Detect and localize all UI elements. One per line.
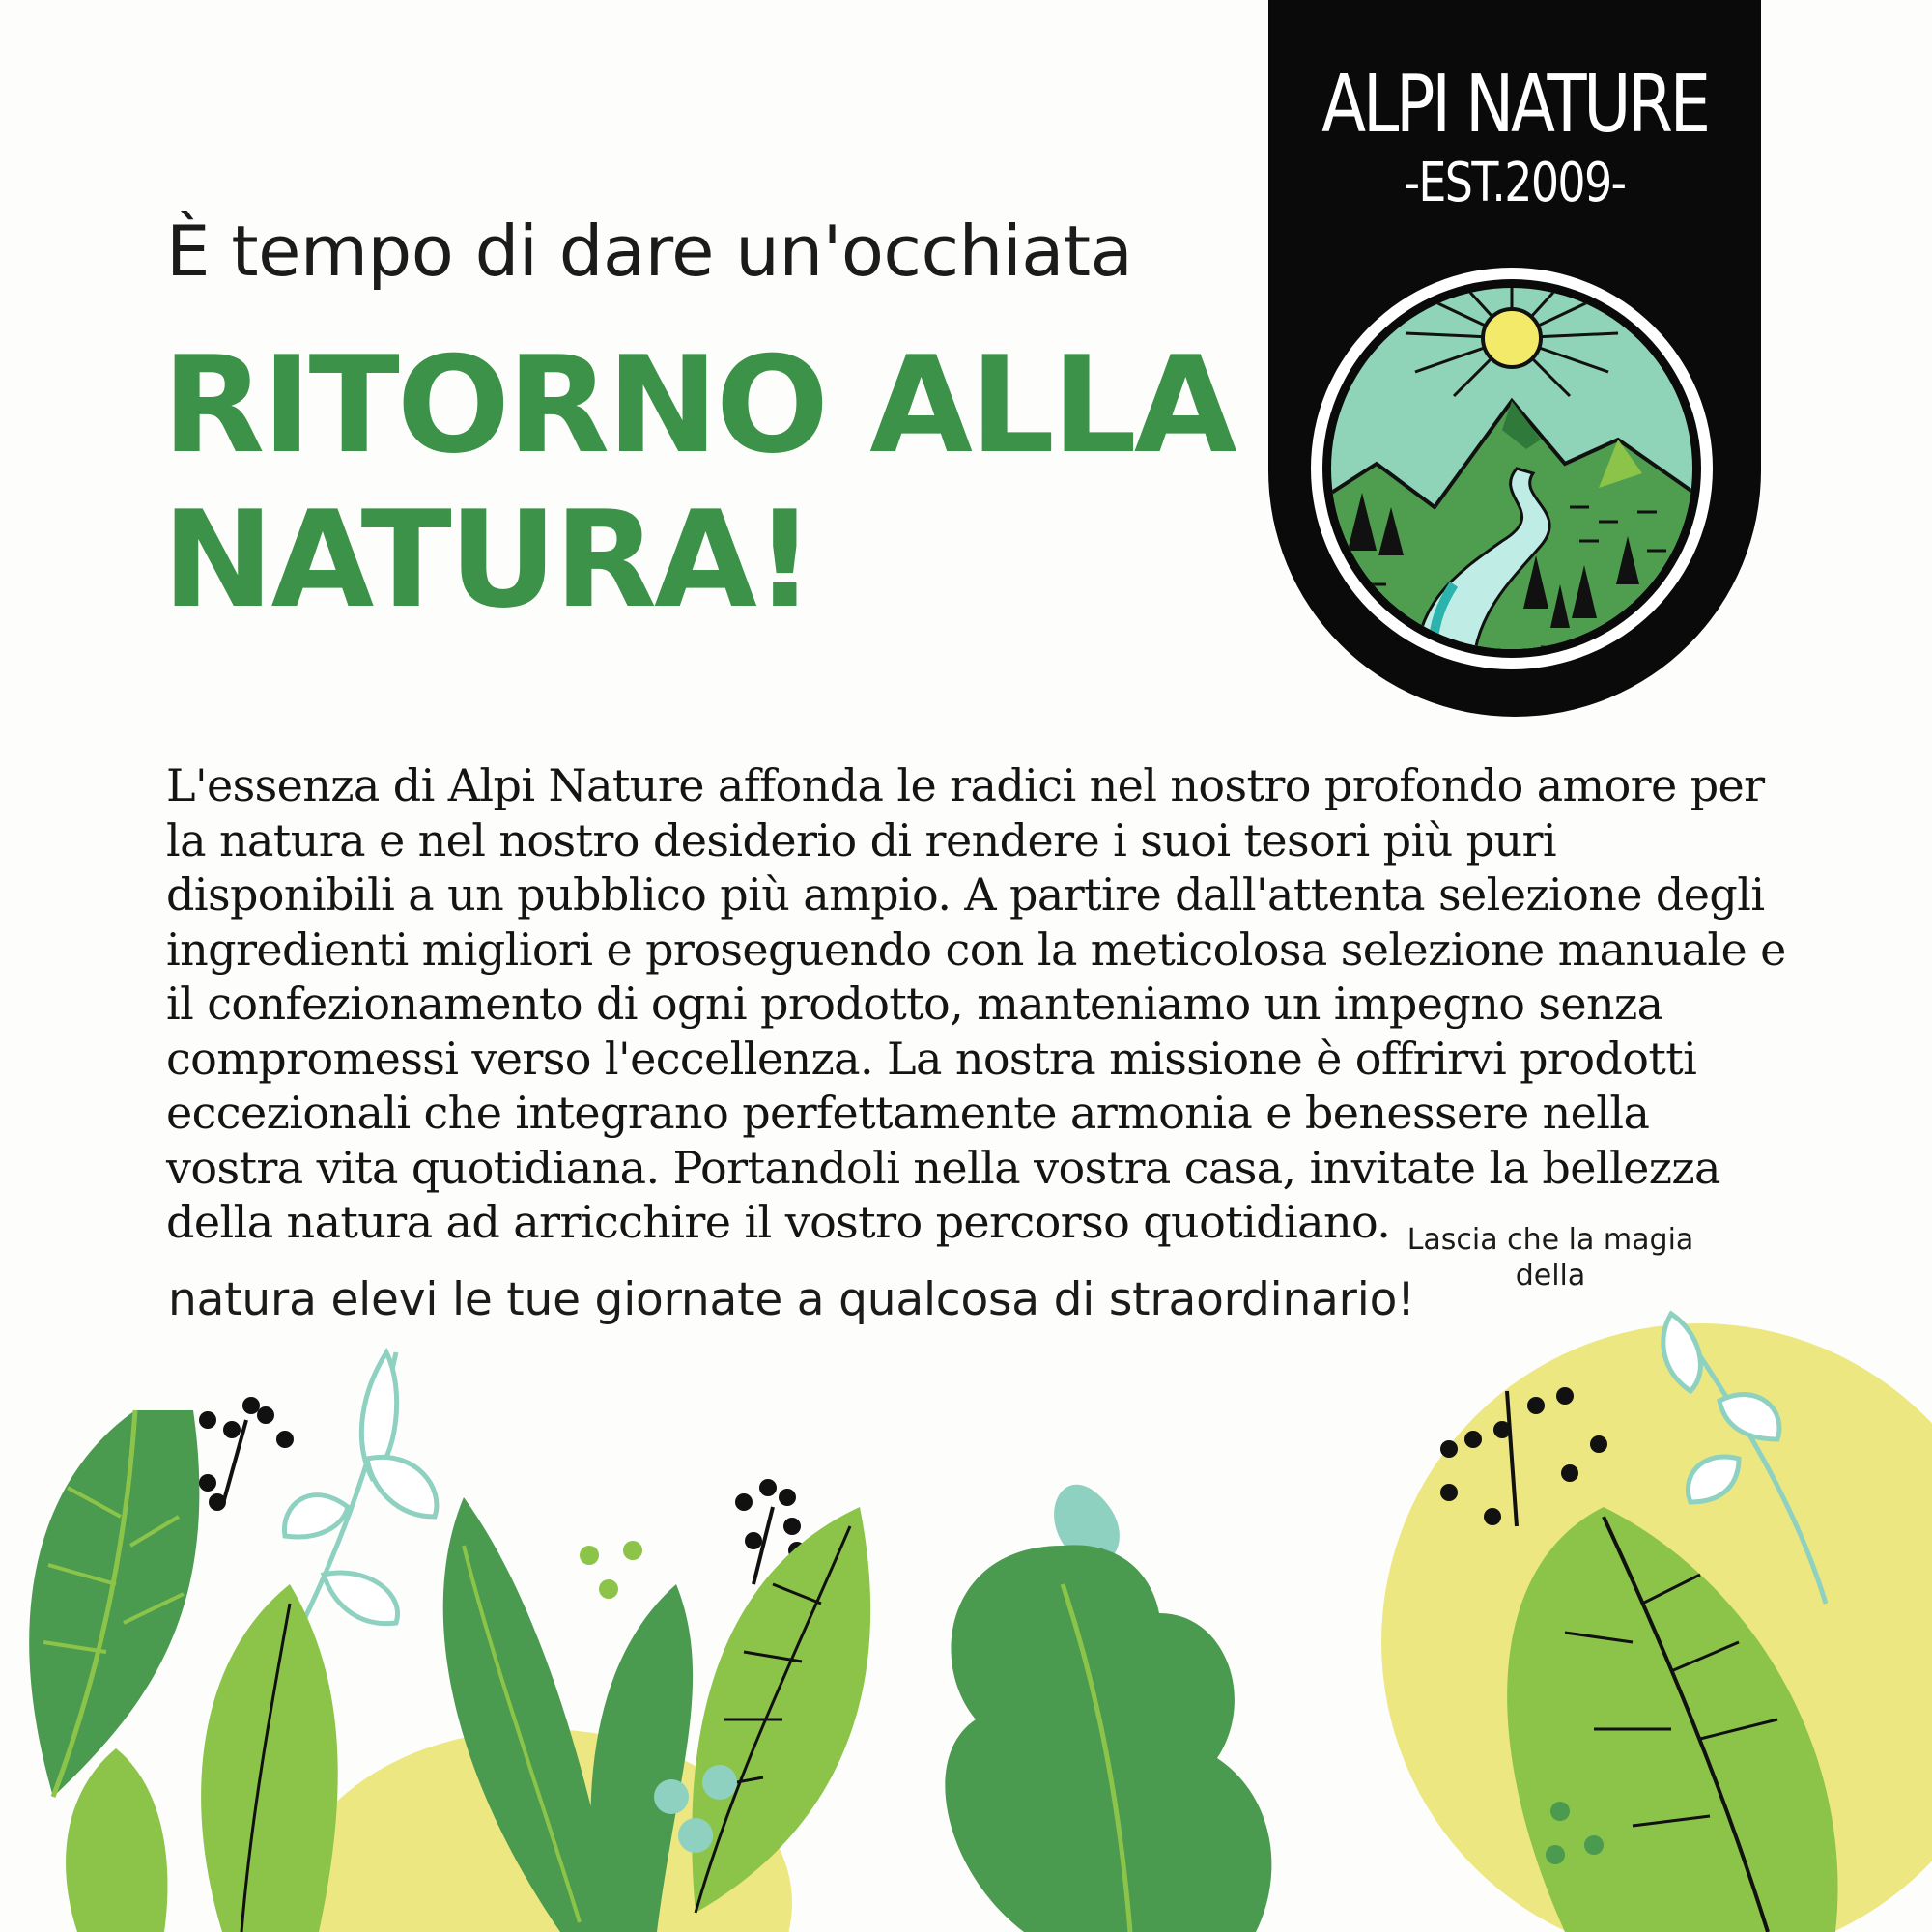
- brand-established: -EST.2009-: [1404, 152, 1626, 214]
- monstera-leaf: [29, 1410, 199, 1797]
- tagline: natura elevi le tue giornate a qualcosa di straordinario!: [168, 1273, 1415, 1326]
- overlapping-note: [1391, 1222, 1710, 1293]
- headline-line: RITORNO ALLA: [162, 327, 1235, 483]
- paragraph-line: il confezionamento di ogni prodotto, manteniamo un impegno senza: [166, 978, 1663, 1030]
- dots: [580, 1541, 642, 1599]
- berry-sprig: [199, 1397, 294, 1511]
- note-line: della: [1515, 1259, 1586, 1293]
- mountain-river-emblem: [1309, 266, 1715, 671]
- oak-leaf: [945, 1545, 1271, 1932]
- foliage-illustration: [0, 1294, 1932, 1932]
- note-line: Lascia che la magia: [1406, 1223, 1694, 1257]
- paragraph-line: vostra vita quotidiana. Portandoli nella vostra casa, invitate la bellezza: [166, 1141, 1720, 1194]
- brand-name: ALPI NATURE: [1321, 59, 1708, 151]
- paragraph-line: disponibili a un pubblico più ampio. A partire dall'attenta selezione degli: [166, 868, 1765, 921]
- light-leaf: [692, 1507, 870, 1913]
- paragraph-line: ingredienti migliori e proseguendo con la meticolosa selezione manuale e: [166, 923, 1786, 976]
- about-paragraph: [166, 758, 1924, 1250]
- sun-icon: [1483, 309, 1541, 367]
- paragraph-line: L'essenza di Alpi Nature affonda le radici nel nostro profondo amore per: [166, 759, 1765, 811]
- paragraph-line: la natura e nel nostro desiderio di rendere i suoi tesori più puri: [166, 813, 1557, 867]
- hero-kicker: È tempo di dare un'occhiata: [166, 211, 1133, 292]
- paragraph-line: compromessi verso l'eccellenza. La nostra missione è offrirvi prodotti: [166, 1032, 1697, 1085]
- paragraph-line: della natura ad arricchire il vostro percorso quotidiano.: [166, 1196, 1391, 1248]
- headline-line: NATURA!: [162, 482, 812, 638]
- hero-headline: [162, 328, 1235, 638]
- paragraph-line: eccezionali che integrano perfettamente armonia e benessere nella: [166, 1087, 1650, 1139]
